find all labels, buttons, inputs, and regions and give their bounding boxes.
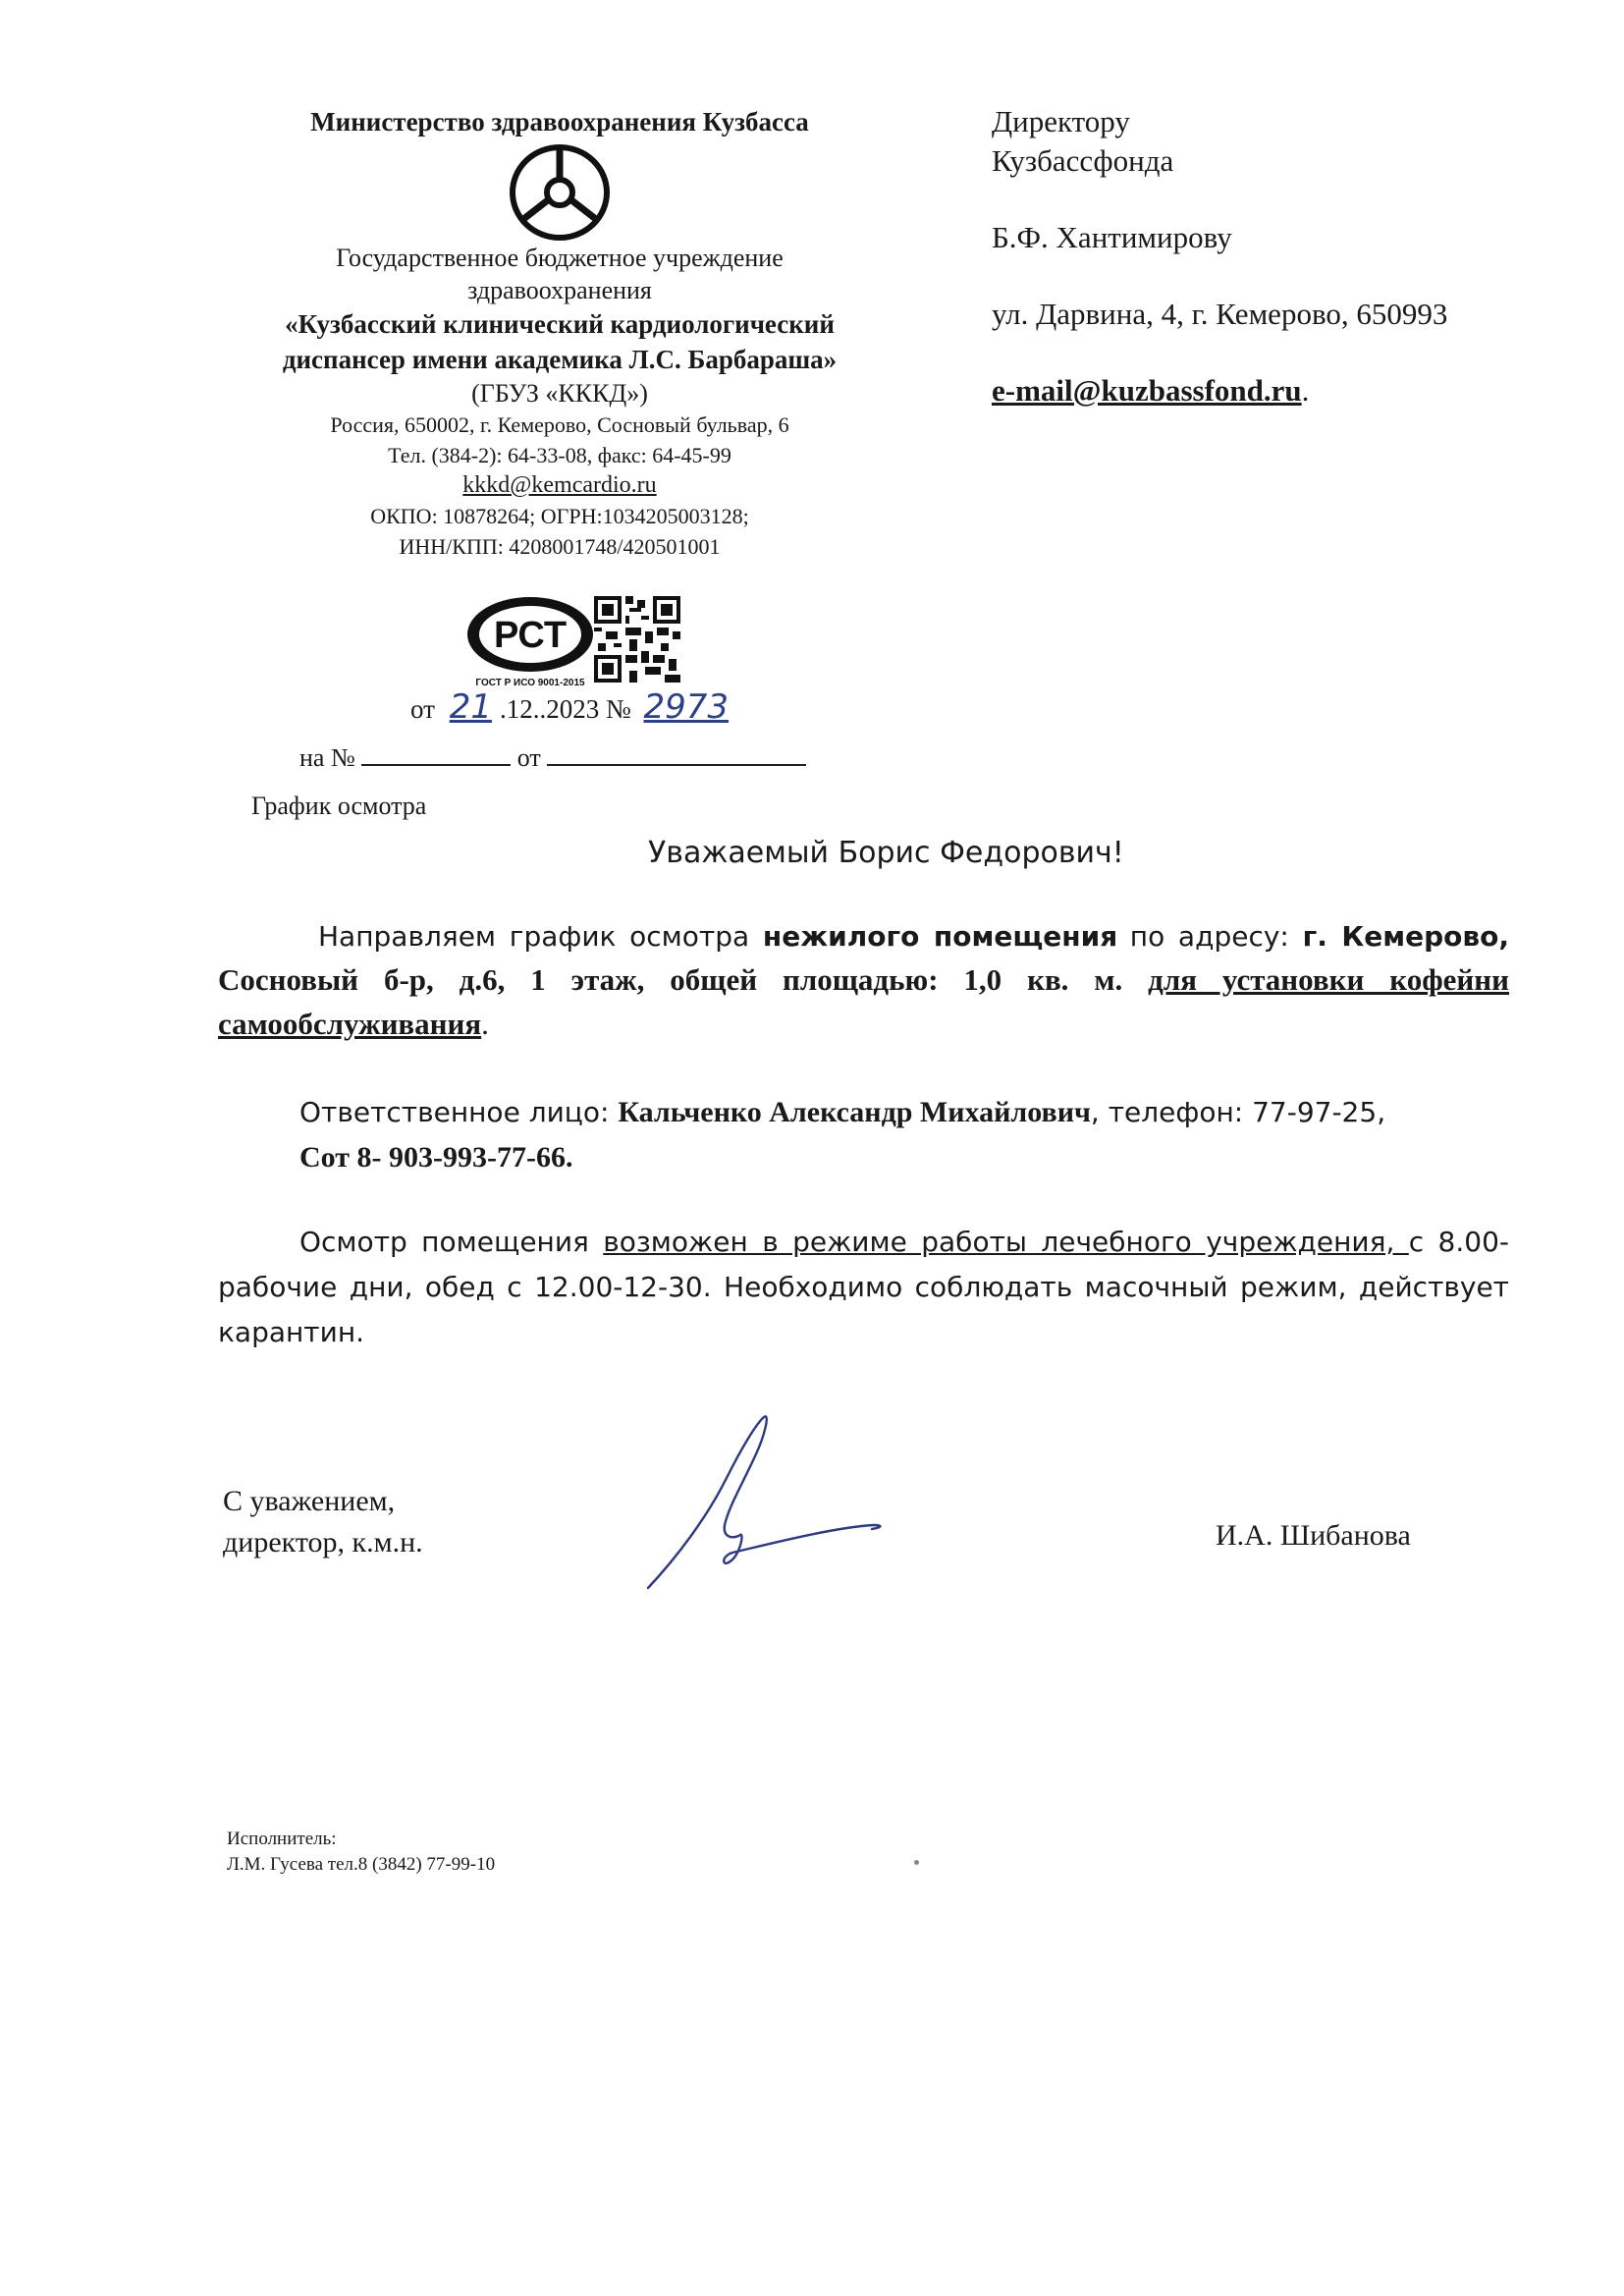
reply-date-field — [547, 742, 806, 766]
org-name-line2: диспансер имени академика Л.С. Барбараша» — [282, 345, 838, 374]
executor-block — [227, 1827, 495, 1878]
organization-logo-icon — [509, 143, 611, 242]
date-label: от — [410, 694, 435, 724]
signatory-position: директор, к.м.н. — [223, 1526, 423, 1558]
org-type-line1: Государственное бюджетное учреждение — [336, 244, 784, 272]
recipient-address: ул. Дарвина, 4, г. Кемерово, 650993 — [992, 297, 1448, 331]
signatory-name: И.А. Шибанова — [1216, 1519, 1411, 1552]
rst-certification-icon — [461, 595, 599, 689]
responsible-person: Ответственное лицо: Кальченко Александр Михайлович, телефон: 77-97-25, — [299, 1096, 1386, 1128]
registration-line — [410, 687, 729, 729]
org-inn: ИНН/КПП: 4208001748/420501001 — [399, 534, 721, 559]
handwritten-signature-icon — [638, 1409, 893, 1596]
recipient-position-line1: Директору — [992, 104, 1130, 138]
emblem-area — [245, 141, 874, 242]
recipient-block — [992, 102, 1581, 410]
responsible-person-mobile: Сот 8- 903-993-77-66. — [299, 1141, 573, 1174]
ministry-name: Министерство здравоохранения Кузбасса — [310, 107, 809, 137]
recipient-position-line2: Кузбассфонда — [992, 143, 1174, 178]
paragraph-inspection-hours — [218, 1220, 1509, 1355]
paragraph3-line2: рабочие дни, обед с 12.00-12-30. Необходимо соблюдать масочный режим, действует — [218, 1271, 1509, 1303]
handwritten-document-number: 2973 — [643, 687, 730, 727]
paragraph3-line1: Осмотр помещения возможен в режиме работы лечебного учреждения, с 8.00- — [299, 1226, 1509, 1258]
responsible-person-phone: , телефон: 77-97-25, — [1090, 1096, 1386, 1128]
executor-contact: Л.М. Гусева тел.8 (3842) 77-99-10 — [227, 1854, 496, 1875]
closing-block — [223, 1481, 423, 1563]
recipient-email-link[interactable]: e-mail@kuzbassfond.ru — [992, 373, 1302, 408]
org-phone: Тел. (384-2): 64-33-08, факс: 64-45-99 — [388, 443, 731, 467]
handwritten-date-day: 21 — [449, 687, 492, 727]
responsible-person-name: Кальченко Александр Михайлович — [618, 1096, 1091, 1128]
paragraph3-line3: карантин. — [218, 1316, 365, 1348]
svg-text:РСТ: РСТ — [493, 615, 568, 656]
reply-number-label: на № — [299, 743, 355, 772]
recipient-name: Б.Ф. Хантимирову — [992, 220, 1232, 254]
paragraph-inspection-schedule — [218, 913, 1509, 1046]
qr-code-icon — [594, 596, 680, 687]
date-month-year: .12..2023 — [499, 694, 600, 724]
executor-label: Исполнитель: — [227, 1829, 337, 1849]
closing-regards: С уважением, — [223, 1485, 396, 1517]
org-type-line2: здравоохранения — [467, 276, 652, 304]
org-okpo: ОКПО: 10878264; ОГРН:1034205003128; — [370, 504, 749, 528]
reply-reference-line — [299, 740, 806, 776]
paragraph1-line2: Сосновый б-р, д.6, 1 этаж, общей площадью: 1,0 кв. м. для установки кофейни — [218, 962, 1509, 997]
org-address: Россия, 650002, г. Кемерово, Сосновый бульвар, 6 — [330, 412, 789, 437]
reply-date-label: от — [516, 743, 541, 772]
organization-header — [245, 102, 874, 562]
letter-subject: График осмотра — [251, 792, 427, 820]
org-short-name: (ГБУЗ «КККД») — [471, 379, 648, 408]
reply-number-field — [361, 742, 511, 766]
org-name-line1: «Кузбасский клинический кардиологический — [285, 309, 835, 339]
certification-badge — [461, 595, 599, 689]
org-email-link[interactable]: kkkd@kemcardio.ru — [462, 472, 657, 498]
recipient-email-line: e-mail@kuzbassfond.ru. — [992, 373, 1310, 408]
salutation: Уважаемый Борис Федорович! — [648, 836, 1124, 870]
number-label: № — [605, 694, 631, 724]
paragraph1-line1: Направляем график осмотра нежилого помещения по адресу: г. Кемерово, — [318, 920, 1509, 953]
scan-speck — [914, 1860, 919, 1865]
paragraph1-line3: самообслуживания. — [218, 1007, 489, 1041]
svg-text:ГОСТ Р ИСО 9001-2015: ГОСТ Р ИСО 9001-2015 — [475, 678, 585, 688]
